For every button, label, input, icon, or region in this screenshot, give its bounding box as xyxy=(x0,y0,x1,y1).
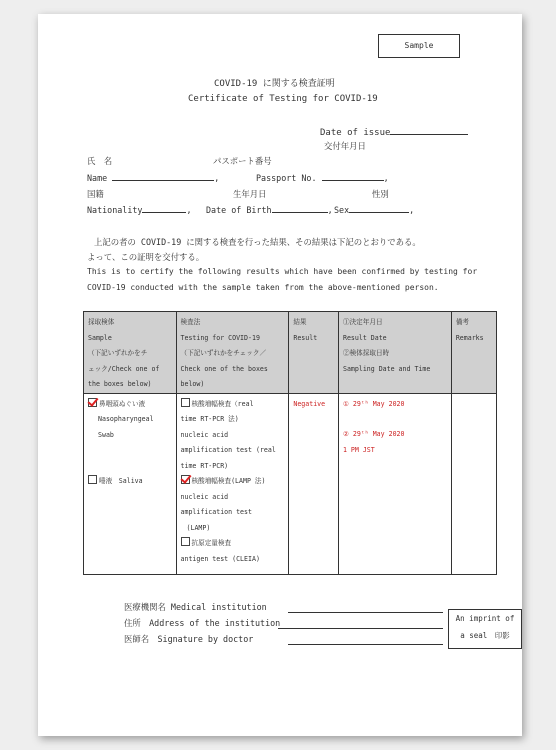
doctor-label: 医師名 Signature by doctor xyxy=(124,634,254,644)
paragraph-jp-2: よって、この証明を交付する。 xyxy=(87,252,205,262)
sample-label-box: Sample xyxy=(378,34,460,58)
title-en: Certificate of Testing for COVID-19 xyxy=(188,94,378,104)
dates-cell xyxy=(338,393,451,574)
name-row: Name , xyxy=(87,173,220,183)
sample-option-swab: 鼻咽頭ぬぐい液 xyxy=(88,397,176,413)
rtpcr-checkbox xyxy=(181,398,190,407)
header-remarks: 備考 Remarks xyxy=(451,312,496,394)
sample-option-saliva: 唾液 Saliva xyxy=(88,474,176,490)
paragraph-en-2: COVID-19 conducted with the sample taken from the above-mentioned person. xyxy=(87,283,439,292)
doctor-signature-line xyxy=(288,644,443,645)
address-label: 住所 Address of the institution xyxy=(124,618,281,628)
swab-checkbox xyxy=(88,398,97,407)
results-table xyxy=(83,311,497,575)
header-dates: ①決定年月日 Result Date ②検体採取日時 Sampling Date and Time xyxy=(338,312,451,394)
nationality-label-jp: 国籍 xyxy=(87,189,104,199)
institution-line xyxy=(288,612,443,613)
method-option-rtpcr: 核酸増幅検査（real xyxy=(181,397,289,413)
results-body-row xyxy=(84,393,497,574)
date-issue-jp: 交付年月日 xyxy=(324,141,366,151)
method-option-lamp: 核酸増幅検査(LAMP 法) xyxy=(181,474,289,490)
result-value: Negative xyxy=(289,393,339,574)
method-option-antigen: 抗原定量検査 xyxy=(181,536,289,552)
certificate-paper xyxy=(38,14,522,736)
remarks-cell xyxy=(451,393,496,574)
header-result: 結果 Result xyxy=(289,312,339,394)
sampling-date: ② 29ᵗʰ May 2020 xyxy=(342,430,405,438)
dob-label-jp: 生年月日 xyxy=(233,189,267,199)
lamp-checkbox xyxy=(181,475,190,484)
nationality-row: Nationality , xyxy=(87,205,192,215)
sex-label-jp: 性別 xyxy=(372,189,389,199)
passport-label-jp: パスポート番号 xyxy=(213,156,272,166)
title-jp: COVID-19 に関する検査証明 xyxy=(214,79,335,89)
result-date: ① 29ᵗʰ May 2020 xyxy=(342,399,405,408)
sample-options-cell: 鼻咽頭ぬぐい液 Nasopharyngeal Swab 唾液 Saliva xyxy=(84,393,177,574)
sampling-time: 1 PM JST xyxy=(342,445,375,454)
paragraph-en-1: This is to certify the following results which have been confirmed by testing for xyxy=(87,267,478,276)
address-line xyxy=(278,628,443,629)
paragraph-jp-1: 上記の者の COVID-19 に関する検査を行った結果、その結果は下記のとおりである。 xyxy=(94,237,421,247)
seal-box: An imprint of a seal 印影 xyxy=(448,609,522,649)
name-label-jp: 氏 名 xyxy=(87,156,113,166)
saliva-checkbox xyxy=(88,475,97,484)
date-issue-en: Date of issue xyxy=(320,126,468,138)
institution-label: 医療機関名 Medical institution xyxy=(124,602,267,612)
sex-row: Sex , xyxy=(334,205,415,215)
results-header-row xyxy=(84,312,497,394)
antigen-checkbox xyxy=(181,537,190,546)
header-sample: 採取検体 Sample （下記いずれかをチ ェック/Check one of the boxes below) xyxy=(84,312,177,394)
method-options-cell: 核酸増幅検査（real time RT-PCR 法) nucleic acid amplification test (real time RT-PCR) 核酸増幅検査(LAMP 法) nucleic acid amplification test (LAMP) 抗原定量検査 antigen test (CLEIA) xyxy=(176,393,289,574)
dob-row: Date of Birth , xyxy=(206,205,333,215)
header-testing-method: 検査法 Testing for COVID-19 （下記いずれかをチェック／ Check one of the boxes below) xyxy=(176,312,289,394)
passport-row: Passport No. , xyxy=(256,173,389,183)
